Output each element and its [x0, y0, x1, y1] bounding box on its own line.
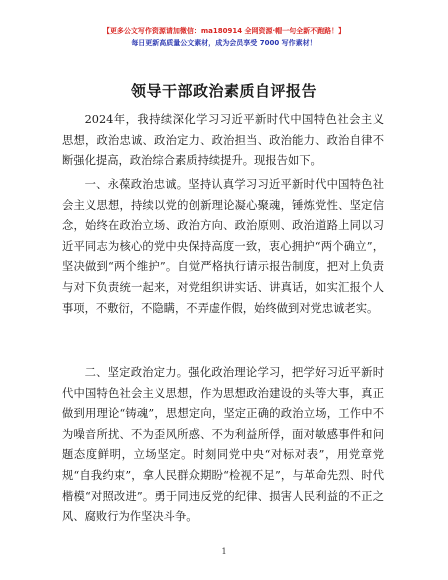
paragraph-section-two-block	[62, 363, 384, 528]
document-title: 领导干部政治素质自评报告	[130, 82, 317, 100]
paragraph-section-two: 二、坚定政治定力。强化政治理论学习，把学好习近平新时代中国特色社会主义思想，作为思想政治建设的头等大事，真正做到用理论“铸魂”，思想定向，坚定正确的政治立场，工作中不为噪音所扰、不为歪风所惑、不为利益所俘，面对敏感事件和问题态度鲜明，立场坚定。时刻同党中央“对标对表”，用党章党规“自我约束”，拿人民群众期盼“检视不足”，与革命先烈、时代楷模“对照改进”。勇于同违反党的纪律、损害人民利益的不正之风、腐败行为作坚决斗争。	[62, 366, 384, 524]
paragraph-section-one: 一、永葆政治忠诚。坚持认真学习习近平新时代中国特色社会主义思想，持续以党的创新理论凝心聚魂，锤炼党性、坚定信念，始终在政治立场、政治方向、政治原则、政治道路上同以习近平同志为核心的党中央保持高度一致，衷心拥护“两个确立”，坚决做到“两个维护”。自觉严格执行请示报告制度，把对上负责与对下负责统一起来，对党组织讲实话、讲真话，如实汇报个人事项，不敷衍，不隐瞒，不弄虚作假，始终做到对党忠诚老实。	[62, 178, 384, 315]
promo-banner-line-blue: 每日更新高质量公文素材，成为会员享受 7000 写作素材！	[131, 39, 317, 47]
paragraph-section-one-block	[62, 175, 384, 319]
page-number: 1	[221, 547, 227, 556]
paragraph-intro: 2024年，我持续深化学习习近平新时代中国特色社会主义思想，政治忠诚、政治定力、政治担当、政治能力、政治自律不断强化提高，政治综合素质持续提升。现报告如下。	[62, 113, 384, 168]
promo-banner	[0, 26, 448, 48]
paragraph-intro-block	[62, 110, 384, 172]
promo-banner-line-red: 【更多公文写作资源请加微信：ma180914 全网资源·帽一句全新不跑路！】	[102, 27, 346, 35]
